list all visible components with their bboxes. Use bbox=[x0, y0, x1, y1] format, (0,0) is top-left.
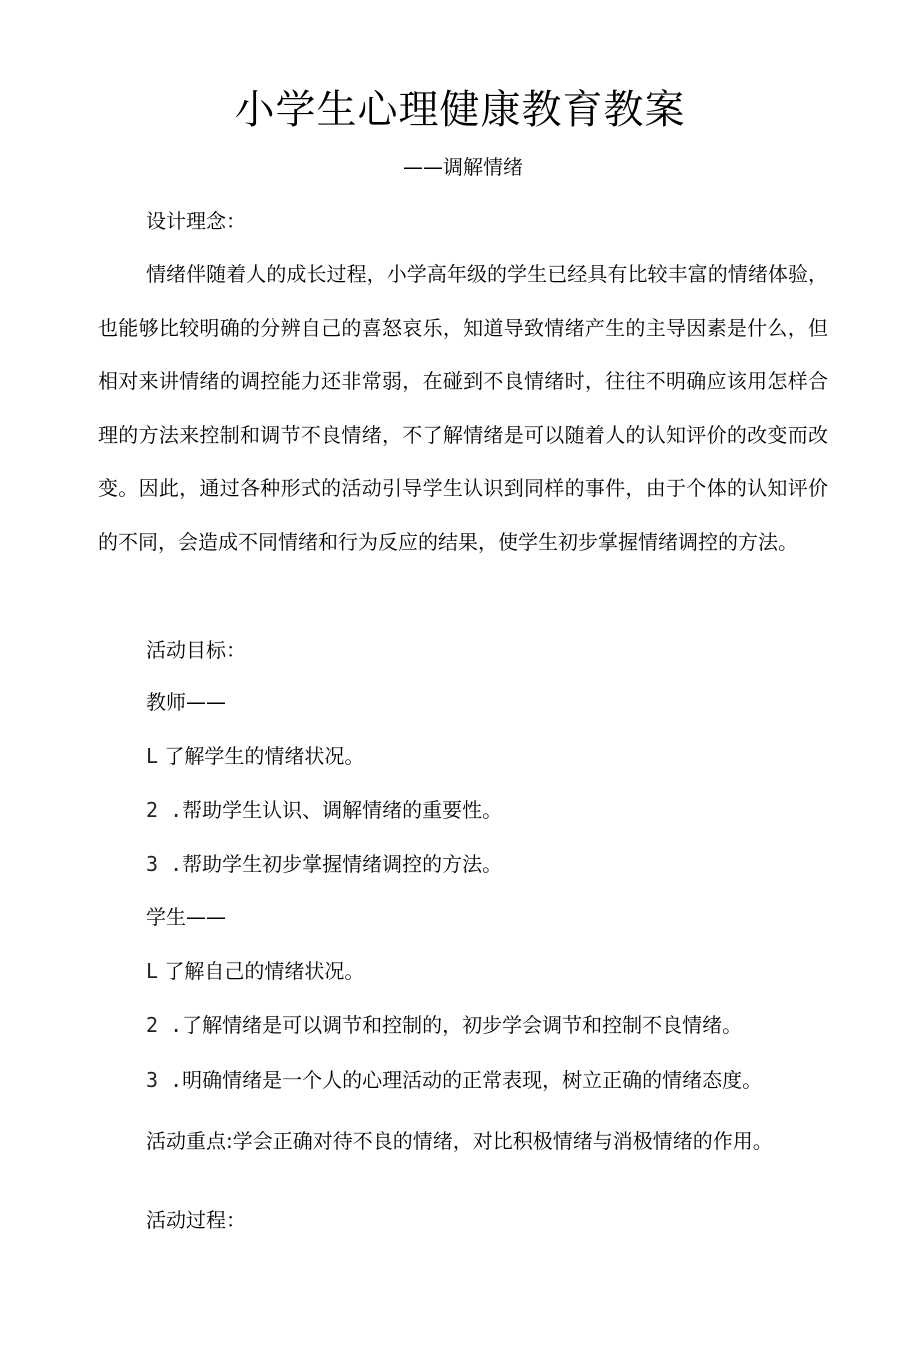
student-goal-item bbox=[146, 1066, 762, 1094]
list-number: 3 . bbox=[146, 1068, 183, 1092]
document-subtitle: ——调解情绪 bbox=[403, 155, 523, 179]
list-number: 3 . bbox=[146, 852, 183, 876]
teacher-heading: 教师—— bbox=[146, 690, 226, 714]
list-text: 了解情绪是可以调节和控制的，初步学会调节和控制不良情绪。 bbox=[182, 1013, 743, 1037]
student-heading: 学生—— bbox=[146, 905, 226, 929]
list-text: 帮助学生认识、调解情绪的重要性。 bbox=[182, 798, 503, 822]
design-concept-paragraph: 情绪伴随着人的成长过程，小学高年级的学生已经具有比较丰富的情绪体验，也能够比较明确的分辨自己的喜怒哀乐，知道导致情绪产生的主导因素是什么，但相对来讲情绪的调控能力还非常弱，在碰到不良情绪时，往往不明确应该用怎样合理的方法来控制和调节不良情绪，不了解情绪是可以随着人的认知评价的改变而改变。因此，通过各种形式的活动引导学生认识到同样的事件，由于个体的认知评价的不同，会造成不同情绪和行为反应的结果，使学生初步掌握情绪调控的方法。 bbox=[98, 262, 828, 554]
list-number: L bbox=[146, 959, 159, 983]
key-points: 活动重点:学会正确对待不良的情绪，对比积极情绪与消极情绪的作用。 bbox=[146, 1129, 773, 1153]
list-text: 明确情绪是一个人的心理活动的正常表现，树立正确的情绪态度。 bbox=[182, 1068, 763, 1092]
goals-heading: 活动目标： bbox=[146, 638, 246, 662]
process-heading: 活动过程： bbox=[146, 1208, 246, 1232]
list-text: 了解自己的情绪状况。 bbox=[164, 959, 365, 983]
list-number: 2 . bbox=[146, 1013, 183, 1037]
design-concept-heading: 设计理念： bbox=[146, 209, 246, 233]
list-number: L bbox=[146, 744, 159, 768]
teacher-goal-item bbox=[146, 796, 502, 824]
document-title: 小学生心理健康教育教案 bbox=[234, 87, 686, 133]
student-goal-item bbox=[146, 1011, 742, 1039]
list-text: 帮助学生初步掌握情绪调控的方法。 bbox=[182, 852, 503, 876]
teacher-goal-item bbox=[146, 850, 502, 878]
list-number: 2 . bbox=[146, 798, 183, 822]
teacher-goal-item bbox=[146, 742, 364, 770]
student-goal-item bbox=[146, 957, 364, 985]
list-text: 了解学生的情绪状况。 bbox=[164, 744, 365, 768]
